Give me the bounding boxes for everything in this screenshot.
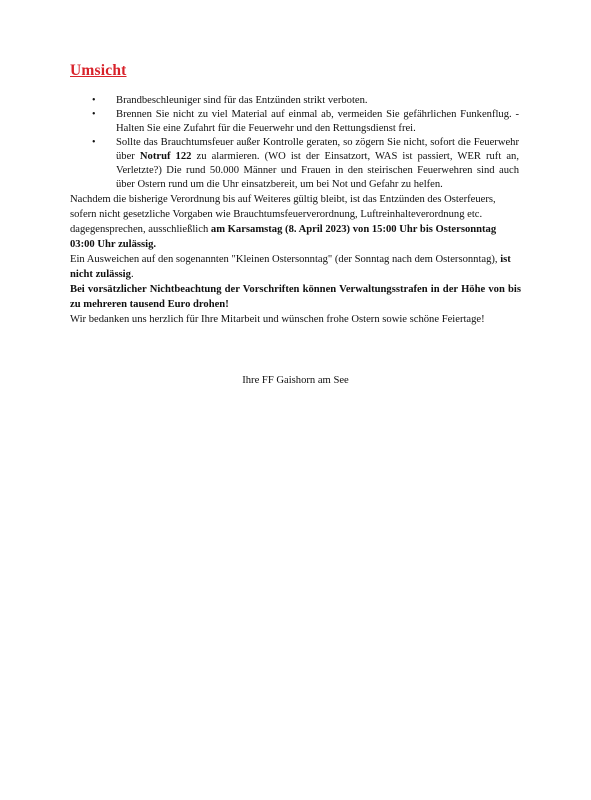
signature: Ihre FF Gaishorn am See bbox=[242, 375, 349, 386]
paragraph-alternative bbox=[70, 252, 521, 282]
paragraph-regulation-date: am Karsamstag (8. April 2023) von 15:00 Uhr bis Ostersonntag 03:00 Uhr zulässig. bbox=[70, 224, 497, 250]
bullet-text: Brandbeschleuniger sind für das Entzünden strikt verboten. bbox=[116, 95, 368, 106]
bullet-item bbox=[92, 136, 519, 192]
paragraph-alternative-bold: ist nicht zulässig bbox=[70, 254, 511, 280]
bullet-icon: • bbox=[92, 137, 96, 148]
paragraph-alternative-end: . bbox=[130, 269, 134, 280]
paragraph-thanks: Wir bedanken uns herzlich für Ihre Mitarbeit und wünschen frohe Ostern sowie schöne Feiertage! bbox=[70, 314, 485, 325]
paragraph-regulation-text: Nachdem die bisherige Verordnung bis auf Weiteres gültig bleibt, ist das Entzünden des Osterfeuers, sofern nicht gesetzliche Vorgaben wie Brauchtumsfeuerverordnung, Luftreinhalteverordnung etc. dagegensprechen, ausschließlich bbox=[70, 194, 496, 235]
paragraph-alternative-text: Ein Ausweichen auf den sogenannten "Kleinen Ostersonntag" (der Sonntag nach dem Ostersonntag), bbox=[70, 254, 501, 265]
bullet-text-pre: Sollte das Brauchtumsfeuer außer Kontrolle geraten, so zögern Sie nicht, sofort die Feuerwehr über bbox=[116, 137, 519, 162]
paragraph-penalty-text: Bei vorsätzlicher Nichtbeachtung der Vorschriften können Verwaltungsstrafen in der Höhe von bis zu mehreren tausend Euro drohen! bbox=[70, 284, 521, 310]
emergency-number: Notruf 122 bbox=[139, 151, 192, 162]
section-heading: Umsicht bbox=[70, 62, 127, 79]
bullet-icon: • bbox=[92, 95, 96, 106]
bullet-list bbox=[70, 94, 521, 192]
paragraph-penalty bbox=[70, 282, 521, 312]
bullet-item bbox=[92, 94, 519, 108]
bullet-text: Brennen Sie nicht zu viel Material auf einmal ab, vermeiden Sie gefährlichen Funkenflug. - Halten Sie eine Zufahrt für die Feuerwehr und den Rettungsdienst frei. bbox=[116, 109, 519, 134]
paragraph-regulation bbox=[70, 192, 521, 252]
bullet-item bbox=[92, 108, 519, 136]
bullet-text-post: zu alarmieren. (WO ist der Einsatzort, WAS ist passiert, WER ruft an, Verletzte?) Die rund 50.000 Männer und Frauen in den steirischen Feuerwehren sind auch über Ostern rund um die Uhr einsatzbereit, um bei Not und Gefahr zu helfen. bbox=[116, 151, 519, 190]
bullet-icon: • bbox=[92, 109, 96, 120]
